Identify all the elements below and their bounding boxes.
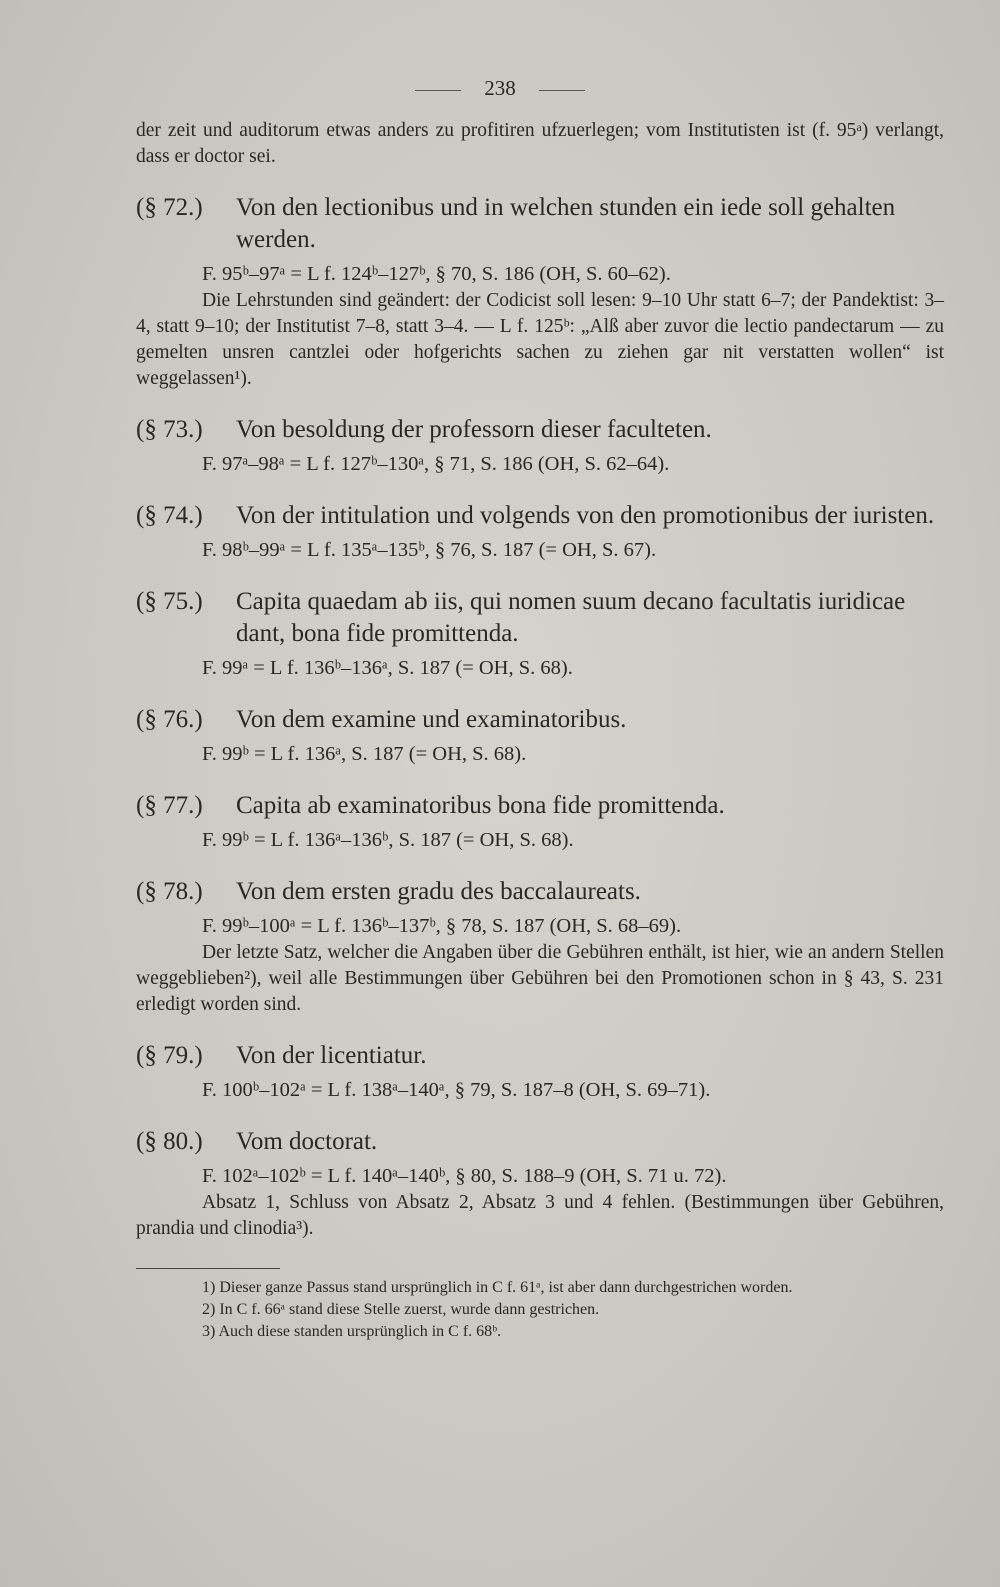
section-title: Von der licentiatur. [236,1042,427,1069]
footnote-rule [136,1268,280,1269]
intro-sup: a [856,120,862,134]
section-number: (§ 73.) [136,416,203,443]
section-heading [136,876,944,908]
header-dash-left [415,90,461,91]
section-title: Von besoldung der professorn dieser faculteten. [236,416,712,443]
section-title: Capita ab examinatoribus bona fide promittenda. [236,792,725,819]
section-79 [136,1040,944,1104]
footnote-1: 1) Dieser ganze Passus stand ursprünglich in C f. 61ᵃ, ist aber dann durchgestrichen worden. [202,1279,793,1296]
section-reference: F. 99ᵇ = L f. 136ᵃ–136ᵇ, S. 187 (= OH, S. 68). [202,829,574,851]
footnote-2: 2) In C f. 66ᵃ stand diese Stelle zuerst, wurde dann gestrichen. [202,1301,600,1318]
page-content [136,118,944,1343]
section-title: Vom doctorat. [236,1128,378,1155]
section-reference: F. 99ᵇ–100ᵃ = L f. 136ᵇ–137ᵇ, § 78, S. 187 (OH, S. 68–69). [202,915,682,937]
section-number: (§ 76.) [136,706,203,733]
section-heading [136,500,944,532]
section-reference: F. 99ᵃ = L f. 136ᵇ–136ᵃ, S. 187 (= OH, S. 68). [202,657,573,679]
section-heading [136,1126,944,1158]
section-77 [136,790,944,854]
section-78 [136,876,944,1018]
section-75 [136,586,944,682]
section-number: (§ 78.) [136,878,203,905]
section-72 [136,192,944,392]
section-number: (§ 74.) [136,502,203,529]
section-reference: F. 102ᵃ–102ᵇ = L f. 140ᵃ–140ᵇ, § 80, S. 188–9 (OH, S. 71 u. 72). [202,1165,727,1187]
footnote-3: 3) Auch diese standen ursprünglich in C f. 68ᵇ. [202,1323,502,1340]
section-reference: F. 95ᵇ–97ᵃ = L f. 124ᵇ–127ᵇ, § 70, S. 186 (OH, S. 60–62). [202,263,671,285]
section-title: Von dem examine und examinatoribus. [236,706,627,733]
section-number: (§ 77.) [136,792,203,819]
section-title: Capita quaedam ab iis, qui nomen suum decano facultatis iuridicae dant, bona fide promittenda. [236,588,906,647]
section-heading [136,704,944,736]
section-74 [136,500,944,564]
section-number: (§ 79.) [136,1042,203,1069]
section-heading [136,790,944,822]
section-title: Von dem ersten gradu des baccalaureats. [236,878,641,905]
section-reference: F. 100ᵇ–102ᵃ = L f. 138ᵃ–140ᵃ, § 79, S. 187–8 (OH, S. 69–71). [202,1079,711,1101]
section-number: (§ 80.) [136,1128,203,1155]
section-reference: F. 99ᵇ = L f. 136ᵃ, S. 187 (= OH, S. 68). [202,743,527,765]
section-title: Von der intitulation und volgends von den promotionibus der iuristen. [236,502,935,529]
header-dash-right [539,90,585,91]
section-heading [136,414,944,446]
page-number: 238 [484,76,516,100]
section-heading [136,192,944,256]
page-header [0,76,1000,101]
section-76 [136,704,944,768]
section-heading [136,586,944,650]
section-reference: F. 97ᵃ–98ᵃ = L f. 127ᵇ–130ᵃ, § 71, S. 186 (OH, S. 62–64). [202,453,670,475]
intro-paragraph [136,118,944,170]
section-number: (§ 75.) [136,588,203,615]
section-title: Von den lectionibus und in welchen stunden ein iede soll gehalten werden. [236,194,896,253]
section-note: Der letzte Satz, welcher die Angaben über die Gebühren enthält, ist hier, wie an andern Stellen weggeblieben²), weil alle Bestimmungen über Gebühren bei den Promotionen schon in § 43, S. 231 erledigt worden sind. [136,942,944,1015]
section-73 [136,414,944,478]
intro-text-end: ) verlangt, dass er doctor sei. [136,120,944,167]
intro-text: der zeit und auditorum etwas anders zu profitiren ufzuerlegen; vom Institutisten ist (f. 95 [136,120,857,141]
section-note: Absatz 1, Schluss von Absatz 2, Absatz 3 und 4 fehlen. (Bestimmungen über Gebühren, prandia und clinodia³). [136,1192,944,1239]
section-reference: F. 98ᵇ–99ᵃ = L f. 135ᵃ–135ᵇ, § 76, S. 187 (= OH, S. 67). [202,539,657,561]
section-number: (§ 72.) [136,194,203,221]
section-heading [136,1040,944,1072]
section-note: Die Lehrstunden sind geändert: der Codicist soll lesen: 9–10 Uhr statt 6–7; der Pandektist: 3–4, statt 9–10; der Institutist 7–8, statt 3–4. — L f. 125ᵇ: „Alß aber zuvor die lectio pandectarum — zu gemelten unsren cantzlei oder hofgerichts sachen zu ziehen gar nit verstatten wollen“ ist weggelassen¹). [136,290,944,389]
section-80 [136,1126,944,1242]
